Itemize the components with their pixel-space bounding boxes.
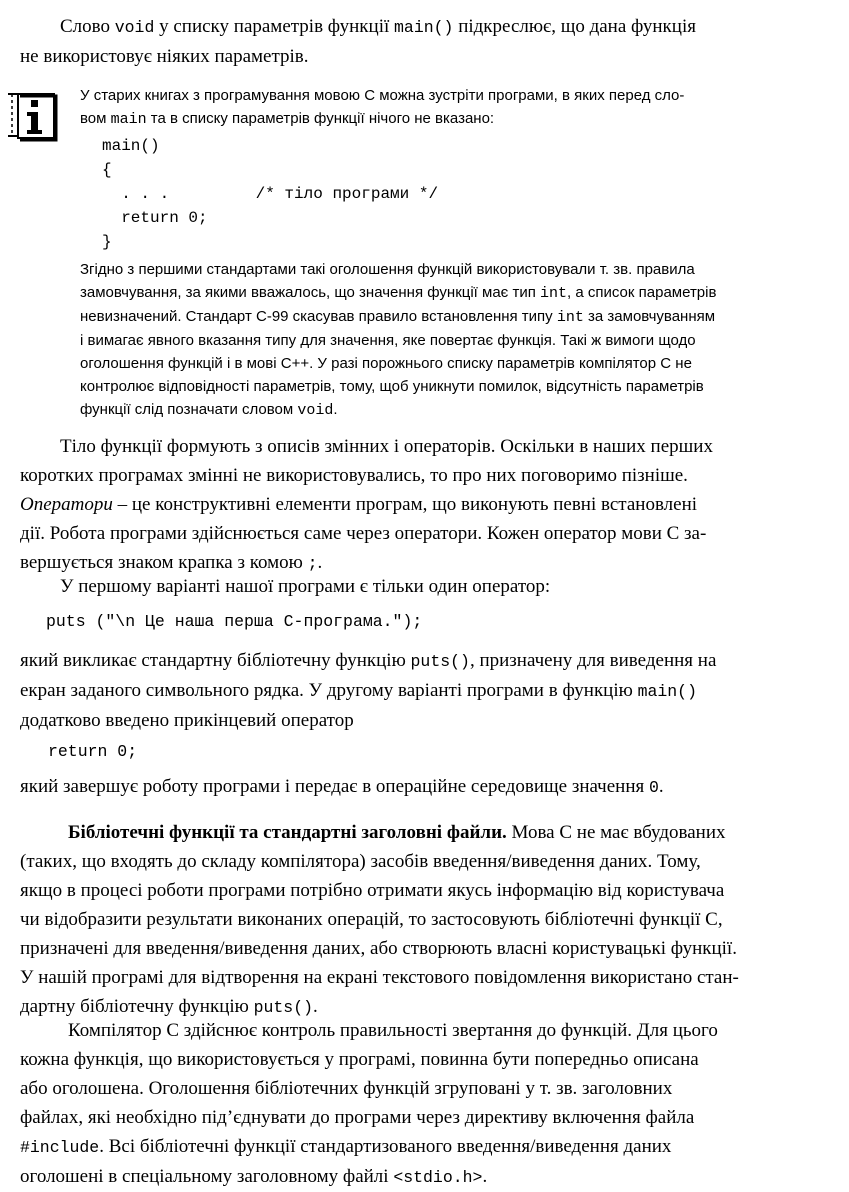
body-line — [20, 676, 820, 706]
text-run: екран заданого символьного рядка. У другому варіанті програми в функцію — [20, 680, 638, 701]
note-line: оголошення функцій і в мові С++. У разі порожнього списку параметрів компілятор С не — [80, 355, 692, 372]
code-void: void — [297, 402, 334, 419]
body-paragraph-one-operator — [60, 572, 820, 601]
text-run: функції слід позначати словом — [80, 401, 298, 418]
text-run: у списку параметрів функції — [154, 16, 395, 37]
body-line — [20, 1132, 820, 1162]
note-line: контролює відповідності параметрів, тому, щоб уникнути помилок, відсутність параметрів — [80, 378, 704, 395]
body-paragraph-compiler — [20, 1016, 820, 1192]
body-line: Компілятор С здійснює контроль правильності звертання до функцій. Для цього — [68, 1020, 718, 1041]
text-run: за замовчуванням — [583, 308, 716, 325]
term-operators: Оператори — [20, 494, 113, 515]
code-semicolon: ; — [307, 554, 318, 573]
body-line: (таких, що входять до складу компілятора) засобів введення/виведення даних. Тому, — [20, 851, 701, 872]
note-explanation — [80, 258, 820, 422]
code-puts: puts ("\n Це наша перша С-програма."); — [46, 612, 423, 631]
code-stdio: <stdio.h> — [393, 1168, 483, 1187]
text-run: який викликає стандартну бібліотечну функцію — [20, 650, 411, 671]
text-run: – це конструктивні елементи програм, що виконують певні встановлені — [112, 494, 698, 515]
note-line: Згідно з першими стандартами такі оголошення функцій використовували т. зв. правила — [80, 261, 695, 278]
note-code-block: main() { . . . /* тіло програми */ return 0; } — [102, 137, 439, 251]
body-line — [20, 818, 820, 847]
code-main: main() — [637, 682, 697, 701]
code-void: void — [114, 18, 155, 37]
note-line — [80, 305, 820, 329]
text-run: який завершує роботу програми і передає в операційне середовище значення — [20, 776, 649, 797]
info-icon — [6, 86, 58, 142]
body-line — [20, 772, 820, 802]
body-line: дії. Робота програми здійснюється саме через оператори. Кожен оператор мови С за- — [20, 523, 707, 544]
body-line: додатково введено прикінцевий оператор — [20, 710, 354, 731]
note-line: У старих книгах з програмування мовою С можна зустріти програми, в яких перед сло- — [80, 87, 685, 104]
body-line — [20, 490, 820, 519]
body-line: призначені для введення/виведення даних, або створюють власні користувацькі функції. — [20, 938, 737, 959]
note-intro — [80, 84, 820, 131]
code-return: return 0; — [48, 742, 138, 761]
section-heading: Бібліотечні функції та стандартні заголовні файли. — [68, 822, 507, 843]
body-line — [20, 646, 820, 676]
body-line: У нашій програмі для відтворення на екрані текстового повідомлення використано стан- — [20, 967, 739, 988]
body-paragraph-puts — [20, 646, 820, 735]
text-run: вершується знаком крапка з комою — [20, 552, 308, 573]
note-line — [80, 107, 820, 131]
code-main: main — [110, 111, 147, 128]
code-puts-inline: puts() — [253, 998, 314, 1017]
text-run: невизначений. Стандарт С-99 скасував правило встановлення типу — [80, 308, 557, 325]
note-line — [80, 281, 820, 305]
text-run: замовчування, за якими вважалось, що значення функції має тип — [80, 284, 541, 301]
body-paragraph-return — [20, 772, 820, 802]
code-int: int — [556, 309, 584, 326]
text-run: оголошені в спеціальному заголовному файлі — [20, 1166, 394, 1187]
note-line — [80, 398, 820, 422]
text-run: . — [317, 552, 323, 573]
section-library-functions — [20, 818, 820, 1022]
body-line: кожна функція, що використовується у програмі, повинна бути попередньо описана — [20, 1049, 699, 1070]
body-line: Тіло функції формують з описів змінних і операторів. Оскільки в наших перших — [60, 436, 713, 457]
body-line — [20, 1162, 820, 1192]
text-run: . — [313, 996, 318, 1017]
text-run: Слово — [60, 16, 115, 37]
code-include: #include — [20, 1138, 100, 1157]
intro-paragraph — [20, 12, 820, 71]
note-line: і вимагає явного вказання типу для значення, яке повертає функція. Такі ж вимоги щодо — [80, 332, 696, 349]
text-run: . — [658, 776, 664, 797]
intro-line-1 — [20, 12, 820, 42]
code-int: int — [540, 285, 568, 302]
code-zero: 0 — [648, 778, 659, 797]
text-run: . Всі бібліотечні функції стандартизованого введення/виведення даних — [99, 1136, 672, 1157]
text-run: , призначену для виведення на — [469, 650, 717, 671]
text-run: . — [333, 401, 338, 418]
body-line: або оголошена. Оголошення бібліотечних функцій згруповані у т. зв. заголовних — [20, 1078, 673, 1099]
body-line: У першому варіанті нашої програми є тільки один оператор: — [60, 576, 551, 597]
code-main: main() — [394, 18, 454, 37]
text-run: . — [482, 1166, 488, 1187]
body-line: коротких програмах змінні не використовувались, то про них поговоримо пізніше. — [20, 465, 688, 486]
text-run: дартну бібліотечну функцію — [20, 996, 254, 1017]
text-run: підкреслює, що дана функція — [453, 16, 696, 37]
intro-line-2: не використовує ніяких параметрів. — [20, 46, 309, 67]
body-line: чи відобразити результати виконаних операцій, то застосовують бібліотечні функції С, — [20, 909, 723, 930]
body-paragraph-operators — [20, 432, 820, 578]
text-run: та в списку параметрів функції нічого не вказано: — [146, 110, 495, 127]
text-run: Мова С не має вбудованих — [506, 822, 726, 843]
code-puts-inline: puts() — [410, 652, 470, 671]
text-run: вом — [80, 110, 111, 127]
body-line: файлах, які необхідно під’єднувати до програми через директиву включення файла — [20, 1107, 695, 1128]
body-line: якщо в процесі роботи програми потрібно отримати якусь інформацію від користувача — [20, 880, 725, 901]
text-run: , а список параметрів — [567, 284, 717, 301]
